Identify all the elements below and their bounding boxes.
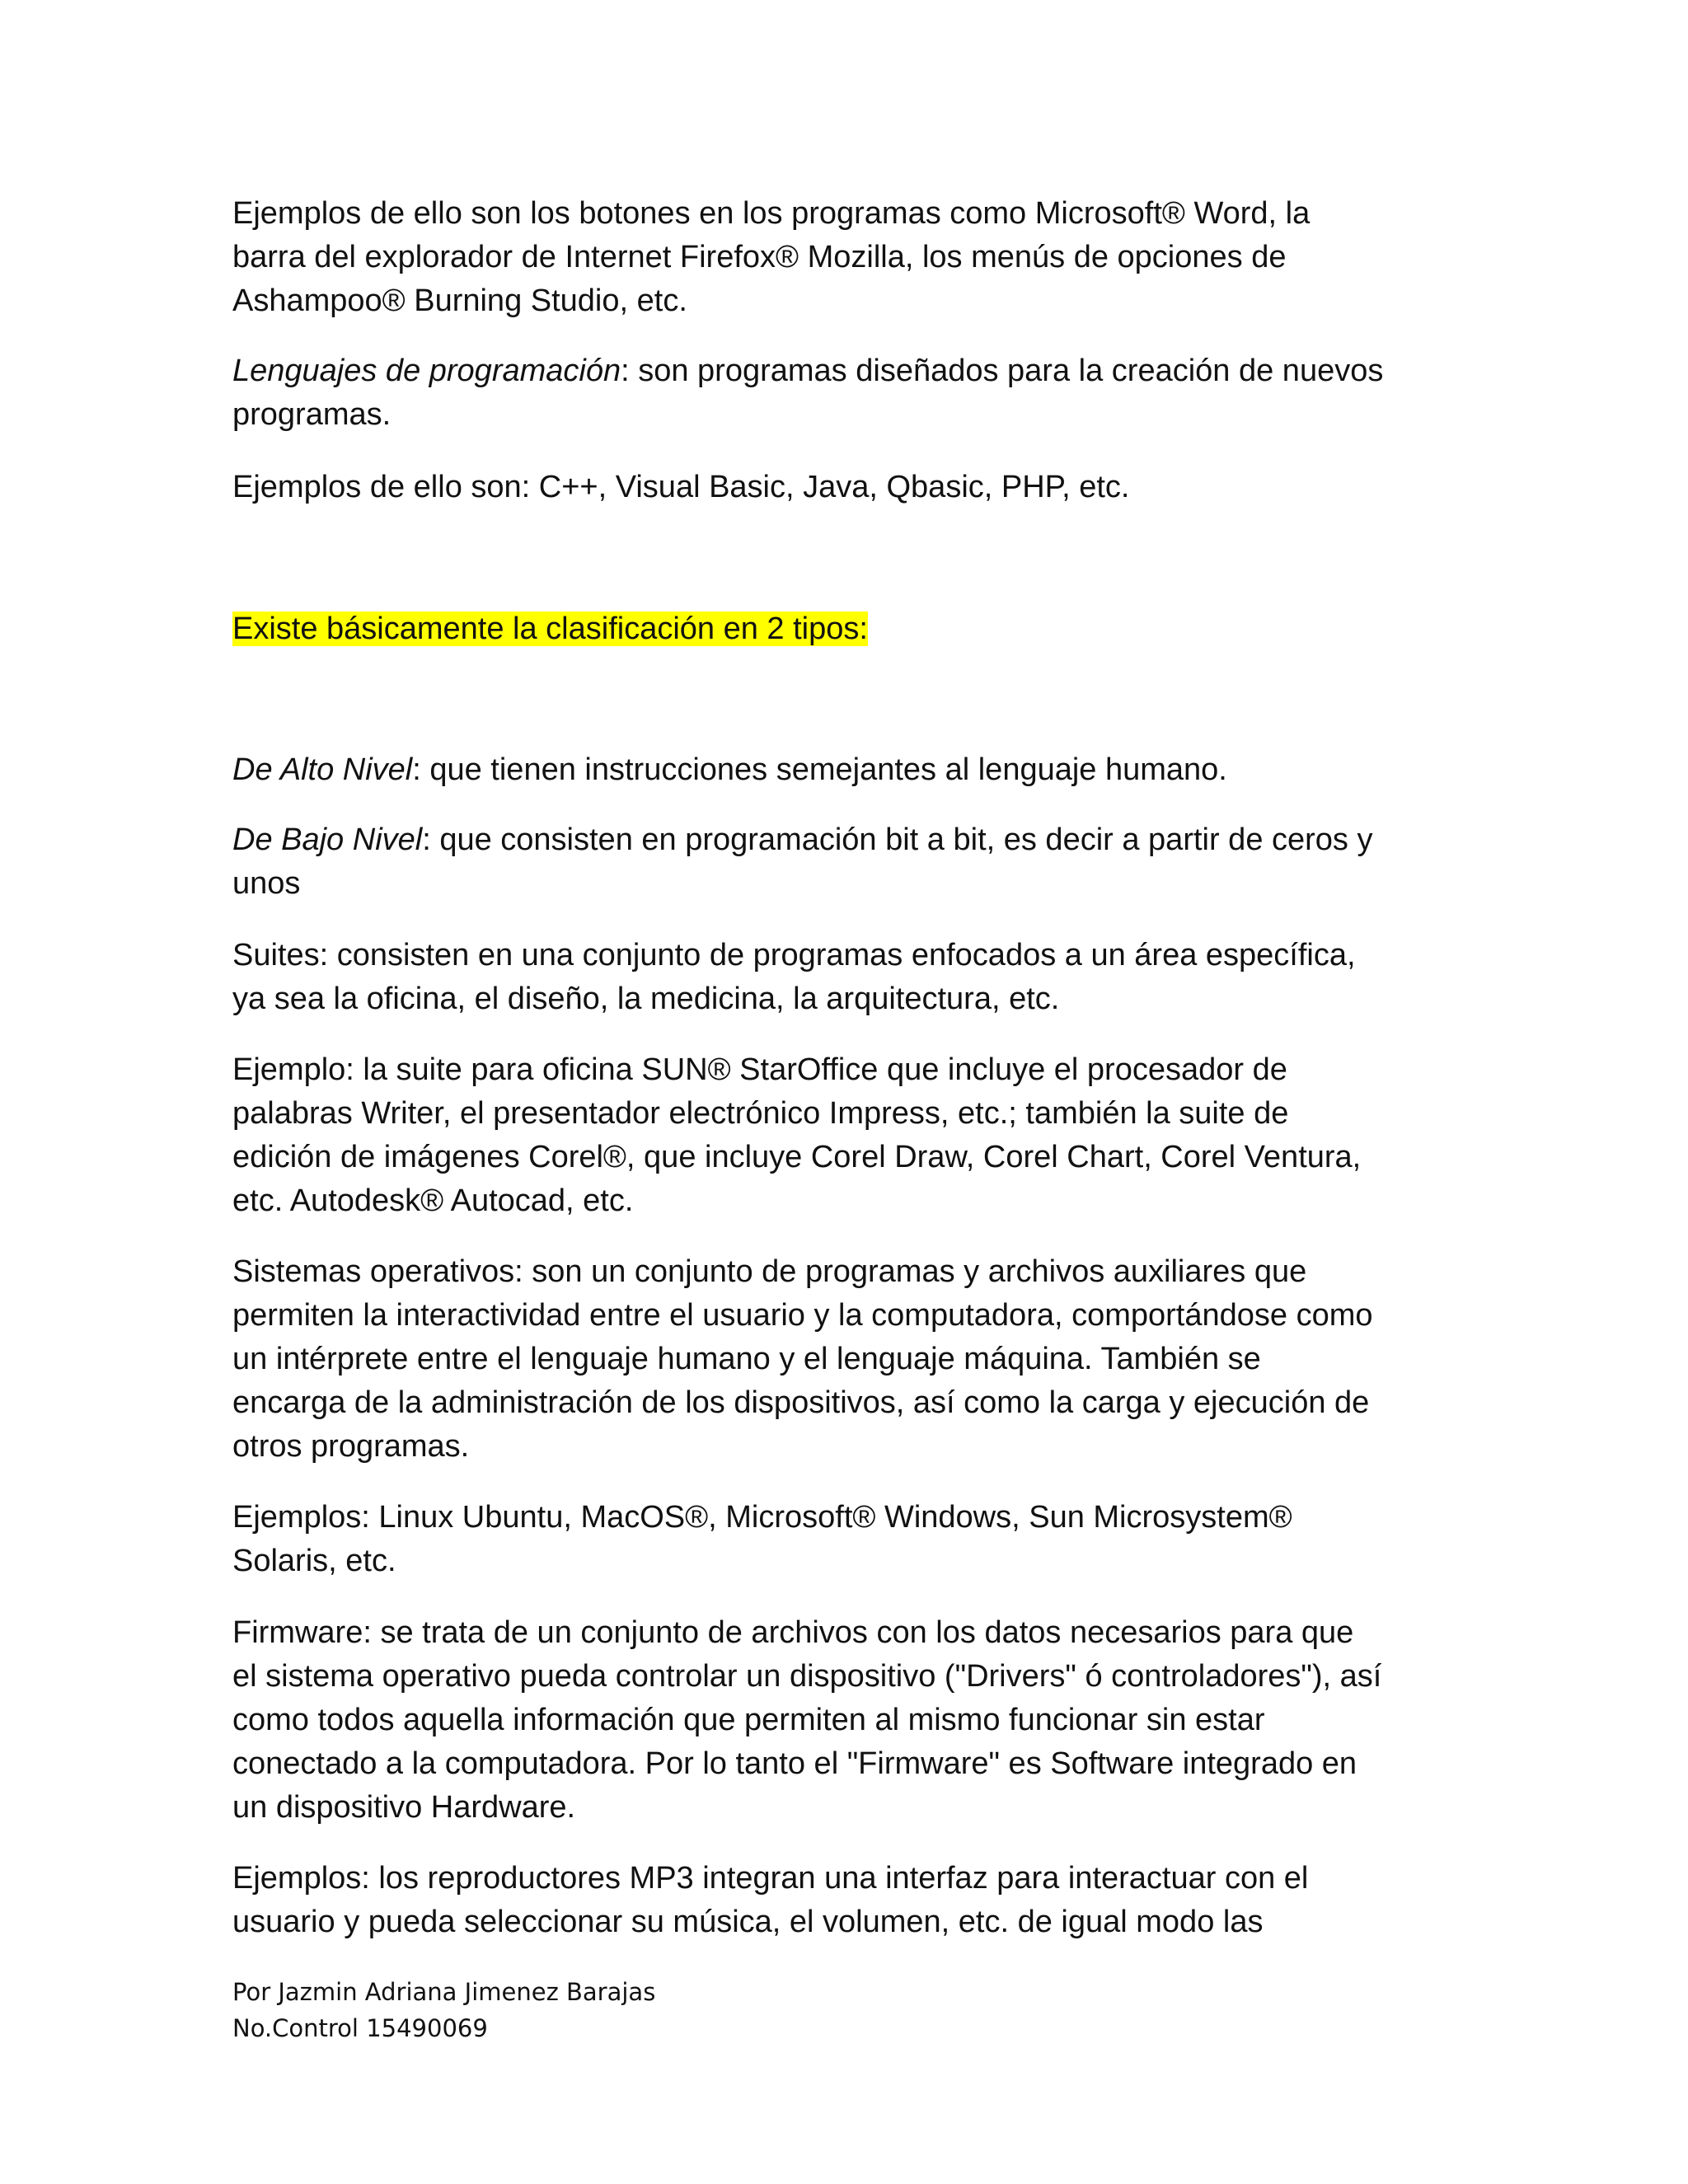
text-line: encarga de la administración de los dispositivos, así como la carga y ejecución de	[232, 1385, 1370, 1420]
footer-control-number: No.Control 15490069	[232, 2014, 488, 2042]
paragraph-os-examples	[232, 1496, 1469, 1583]
paragraph-low-level	[232, 818, 1469, 906]
definition-text: : que tienen instrucciones semejantes al lenguaje humano.	[412, 752, 1227, 787]
paragraph-programming-languages	[232, 349, 1469, 437]
text-line: Sistemas operativos: son un conjunto de programas y archivos auxiliares que	[232, 1254, 1307, 1289]
text-line: ya sea la oficina, el diseño, la medicina, la arquitectura, etc.	[232, 982, 1060, 1016]
term-italic: Lenguajes de programación	[232, 354, 621, 388]
definition-text: : que consisten en programación bit a bit, es decir a partir de ceros y	[422, 823, 1373, 857]
text-line: conectado a la computadora. Por lo tanto el "Firmware" es Software integrado en	[232, 1746, 1357, 1781]
text-line: Ejemplos de ello son los botones en los programas como Microsoft® Word, la	[232, 196, 1311, 231]
text-line: Suites: consisten en una conjunto de programas enfocados a un área específica,	[232, 938, 1356, 972]
text-line: Ejemplo: la suite para oficina SUN® StarOffice que incluye el procesador de	[232, 1052, 1287, 1087]
highlight-text: Existe básicamente la clasificación en 2 tipos:	[232, 612, 868, 646]
paragraph-examples-interfaces	[232, 192, 1469, 323]
text-line: permiten la interactividad entre el usuario y la computadora, comportándose como	[232, 1298, 1373, 1333]
text-line: Ejemplos: Linux Ubuntu, MacOS®, Microsoft® Windows, Sun Microsystem®	[232, 1500, 1292, 1535]
text-line: Solaris, etc.	[232, 1544, 396, 1578]
paragraph-suite-example	[232, 1048, 1469, 1223]
text-line: barra del explorador de Internet Firefox® Mozilla, los menús de opciones de	[232, 240, 1287, 274]
paragraph-firmware	[232, 1611, 1469, 1830]
footer-author: Por Jazmin Adriana Jimenez Barajas	[232, 1978, 656, 2006]
text-line: otros programas.	[232, 1429, 470, 1464]
highlighted-classification	[232, 607, 1469, 651]
text-line	[232, 748, 1469, 792]
text-line	[232, 818, 1469, 862]
paragraph-high-level	[232, 748, 1469, 792]
definition-text: : son programas diseñados para la creación de nuevos	[621, 354, 1384, 388]
text-line	[232, 349, 1469, 393]
text-line: palabras Writer, el presentador electrónico Impress, etc.; también la suite de	[232, 1096, 1289, 1131]
term-italic: De Bajo Nivel	[232, 823, 423, 857]
text-line: etc. Autodesk® Autocad, etc.	[232, 1183, 634, 1218]
text-line: el sistema operativo pueda controlar un dispositivo ("Drivers" ó controladores"), así	[232, 1659, 1382, 1694]
paragraph-language-examples	[232, 466, 1469, 509]
text-line: programas.	[232, 397, 392, 432]
text-line: unos	[232, 866, 301, 901]
text-line: edición de imágenes Corel®, que incluye Corel Draw, Corel Chart, Corel Ventura,	[232, 1140, 1362, 1174]
paragraph-suites	[232, 934, 1469, 1021]
paragraph-firmware-examples	[232, 1857, 1469, 1944]
text-line: Ejemplos: los reproductores MP3 integran una interfaz para interactuar con el	[232, 1861, 1309, 1896]
text-line: un dispositivo Hardware.	[232, 1790, 576, 1825]
text-line: usuario y pueda seleccionar su música, el volumen, etc. de igual modo las	[232, 1905, 1264, 1939]
text-line: Firmware: se trata de un conjunto de archivos con los datos necesarios para que	[232, 1615, 1354, 1650]
text-line: Ashampoo® Burning Studio, etc.	[232, 284, 687, 318]
text-line: un intérprete entre el lenguaje humano y el lenguaje máquina. También se	[232, 1342, 1261, 1376]
paragraph-operating-systems	[232, 1250, 1469, 1469]
text-line: como todos aquella información que permiten al mismo funcionar sin estar	[232, 1703, 1265, 1737]
page-footer	[232, 1974, 655, 2046]
text-line: Ejemplos de ello son: C++, Visual Basic, Java, Qbasic, PHP, etc.	[232, 470, 1130, 504]
term-italic: De Alto Nivel	[232, 752, 413, 787]
